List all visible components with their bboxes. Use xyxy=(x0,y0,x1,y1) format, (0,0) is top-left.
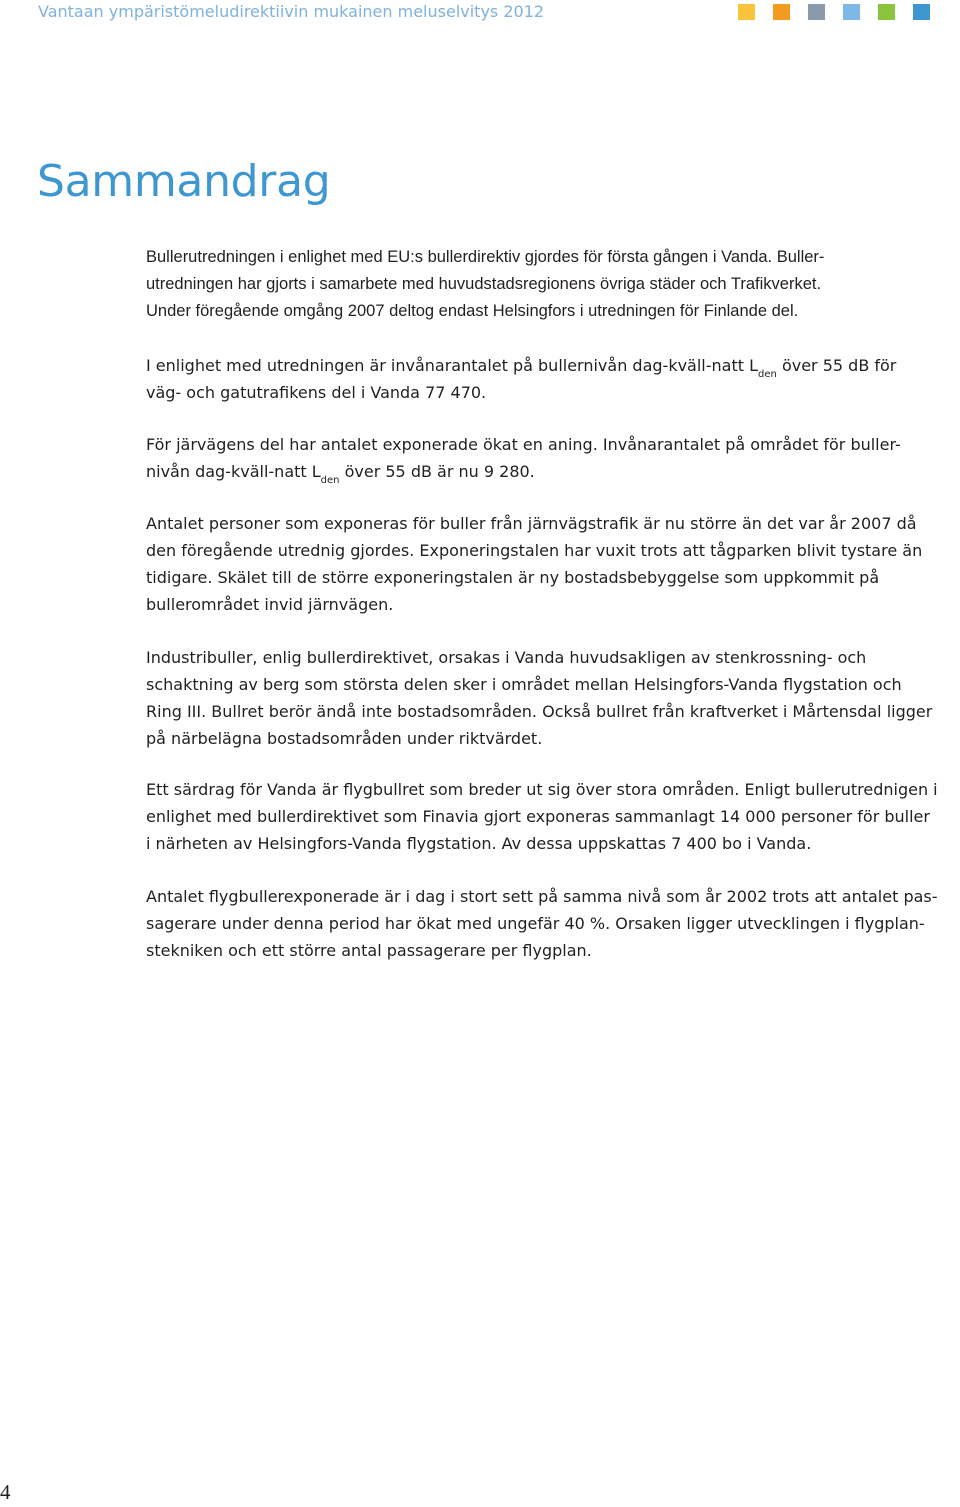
text-line: tidigare. Skälet till de större exponeringstalen är ny bostadsbebyggelse som uppkommit på xyxy=(146,568,880,587)
paragraph-1 xyxy=(146,244,946,325)
subscript-den: den xyxy=(320,475,340,486)
text-line: Ring III. Bullret berör ändå inte bostadsområden. Också bullret från kraftverket i Mårtensdal ligger xyxy=(146,702,933,721)
running-header: Vantaan ympäristömeludirektiivin mukainen meluselvitys 2012 xyxy=(38,2,545,21)
color-square xyxy=(738,4,755,20)
color-square xyxy=(843,4,860,20)
text-line: Ett särdrag för Vanda är flygbullret som breder ut sig över stora områden. Enligt bullerutrednigen i xyxy=(146,780,938,799)
text-line: Industribuller, enlig bullerdirektivet, orsakas i Vanda huvudsakligen av stenkrossning- och xyxy=(146,648,867,667)
text-line: väg- och gatutrafikens del i Vanda 77 470. xyxy=(146,383,487,402)
paragraph-2 xyxy=(146,352,946,406)
header-color-squares xyxy=(738,4,930,20)
text-line: i närheten av Helsingfors-Vanda flygstation. Av dessa uppskattas 7 400 bo i Vanda. xyxy=(146,834,812,853)
text-line: Bullerutredningen i enlighet med EU:s bullerdirektiv gjordes för första gången i Vanda. Buller- xyxy=(146,248,825,266)
color-square xyxy=(808,4,825,20)
text-line: bullerområdet invid järnvägen. xyxy=(146,595,394,614)
paragraph-5 xyxy=(146,644,946,752)
subscript-den: den xyxy=(758,369,777,380)
paragraph-6 xyxy=(146,776,946,857)
text-line: den föregående utrednig gjordes. Exponeringstalen har vuxit trots att tågparken blivit tystare än xyxy=(146,541,923,560)
paragraph-4 xyxy=(146,510,946,618)
text-line: utredningen har gjorts i samarbete med huvudstadsregionens övriga städer och Trafikverket. xyxy=(146,275,822,293)
text-line: schaktning av berg som största delen sker i området mellan Helsingfors-Vanda flygstation och xyxy=(146,675,902,694)
text-line: För järvägens del har antalet exponerade ökat en aning. Invånarantalet på området för buller- xyxy=(146,435,901,454)
page-number: 4 xyxy=(0,1480,11,1504)
text-line: nivån dag-kväll-natt $L_{den}$ över 55 dB är nu 9 280. xyxy=(146,462,535,486)
color-square xyxy=(773,4,790,20)
color-square xyxy=(913,4,930,20)
text-line: på närbelägna bostadsområden under riktvärdet. xyxy=(146,729,543,748)
text-line: sagerare under denna period har ökat med ungefär 40 %. Orsaken ligger utvecklingen i flygplan- xyxy=(146,914,925,933)
page-title: Sammandrag xyxy=(37,156,331,207)
text-line: I enlighet med utredningen är invånarantalet på bullernivån dag-kväll-natt $L_{den}$ över 55 dB för xyxy=(146,356,897,380)
color-square xyxy=(878,4,895,20)
paragraph-3 xyxy=(146,431,946,485)
text-line: Antalet flygbullerexponerade är i dag i stort sett på samma nivå som år 2002 trots att antalet pas- xyxy=(146,887,938,906)
text-line: Antalet personer som exponeras för buller från järnvägstrafik är nu större än det var år 2007 då xyxy=(146,514,917,533)
text-line: enlighet med bullerdirektivet som Finavia gjort exponeras sammanlagt 14 000 personer för buller xyxy=(146,807,930,826)
text-line: stekniken och ett större antal passagerare per flygplan. xyxy=(146,941,592,960)
paragraph-7 xyxy=(146,883,946,964)
text-line: Under föregående omgång 2007 deltog endast Helsingfors i utredningen för Finlande del. xyxy=(146,302,799,320)
